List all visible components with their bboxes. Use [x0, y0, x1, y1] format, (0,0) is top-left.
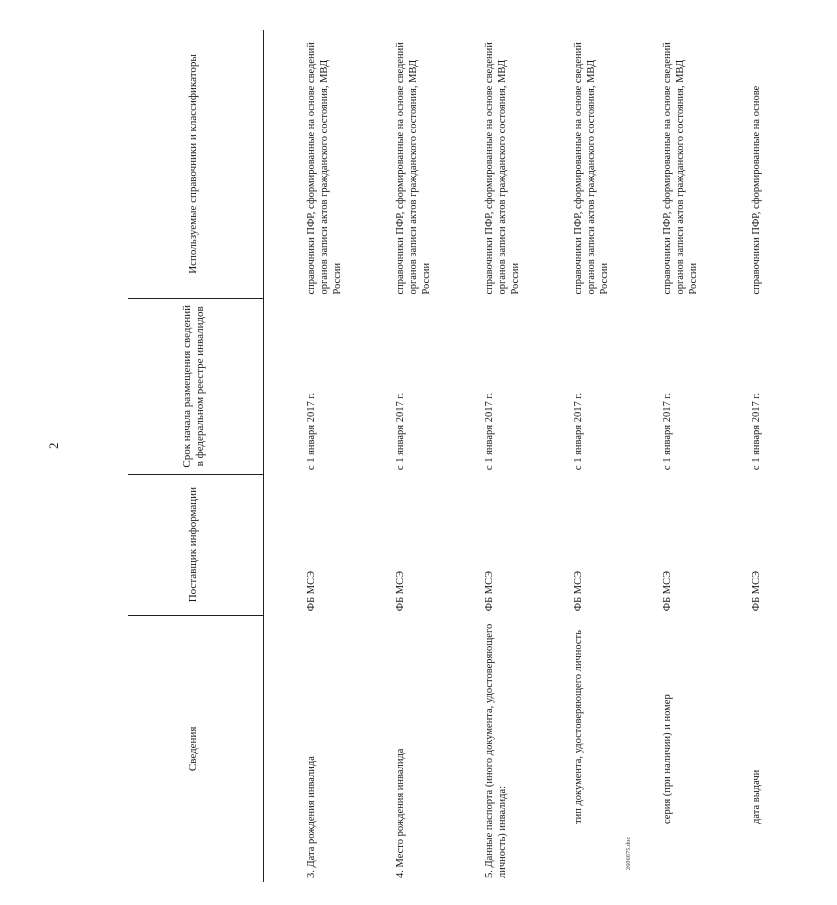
row-provider: ФБ МСЭ — [751, 570, 762, 612]
table-row — [481, 30, 570, 882]
table-row — [570, 30, 659, 882]
table-row — [303, 30, 392, 882]
row-provider: ФБ МСЭ — [573, 570, 584, 612]
row-info: 4. Место рождения инвалида — [395, 748, 406, 878]
row-info: 5. Данные паспорта (иного документа, удостоверяющего личность) инвалида: — [484, 623, 508, 878]
row-provider: ФБ МСЭ — [306, 570, 317, 612]
row-provider: ФБ МСЭ — [484, 570, 495, 612]
row-date: с 1 января 2017 г. — [751, 392, 762, 471]
row-date: с 1 января 2017 г. — [573, 392, 584, 471]
row-date: с 1 января 2017 г. — [395, 392, 406, 471]
table-header — [128, 30, 264, 882]
row-date: с 1 января 2017 г. — [306, 392, 317, 471]
row-references: справочники ПФР, сформированные на основе — [751, 85, 762, 295]
row-info: 3. Дата рождения инвалида — [306, 756, 317, 878]
row-references: справочники ПФР, сформированные на основе сведений органов записи актов гражданского состояния, МВД России — [662, 42, 699, 295]
row-references: справочники ПФР, сформированные на основе сведений органов записи актов гражданского состояния, МВД России — [395, 42, 432, 295]
row-provider: ФБ МСЭ — [662, 570, 673, 612]
header-date: Срок начала размещения сведений в федеральном реестре инвалидов — [128, 299, 264, 475]
document-reference: 2606075.doc — [626, 836, 632, 870]
row-references: справочники ПФР, сформированные на основе сведений органов записи актов гражданского состояния, МВД России — [573, 42, 610, 295]
info-table — [128, 30, 837, 882]
row-references: справочники ПФР, сформированные на основе сведений органов записи актов гражданского состояния, МВД России — [306, 42, 343, 295]
header-gap-row — [264, 30, 304, 882]
row-info: тип документа, удостоверяющего личность — [573, 630, 584, 824]
table-row — [748, 30, 837, 882]
table-row — [659, 30, 748, 882]
row-provider: ФБ МСЭ — [395, 570, 406, 612]
table-row — [392, 30, 481, 882]
page-number: 2 — [46, 442, 61, 449]
row-info: дата выдачи — [751, 769, 762, 824]
row-info: серия (при наличии) и номер — [662, 694, 673, 824]
header-references: Используемые справочники и классификаторы — [128, 30, 264, 299]
row-date: с 1 января 2017 г. — [662, 392, 673, 471]
header-provider: Поставщик информации — [128, 474, 264, 615]
header-info: Сведения — [128, 615, 264, 882]
row-date: с 1 января 2017 г. — [484, 392, 495, 471]
row-references: справочники ПФР, сформированные на основе сведений органов записи актов гражданского состояния, МВД России — [484, 42, 521, 295]
